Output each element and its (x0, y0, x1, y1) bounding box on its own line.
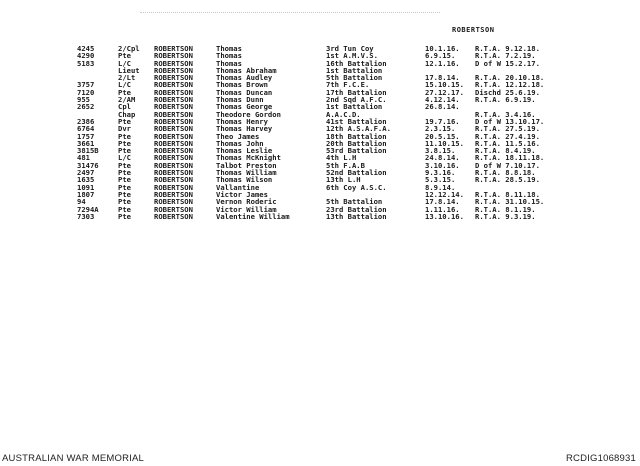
roll-unit: 5th Battalion (326, 197, 383, 207)
roll-service-number: 94 (77, 197, 86, 207)
roll-enlisted-date: 6.9.15. (425, 51, 456, 61)
roll-unit: 12th A.S.A.F.A. (326, 124, 391, 134)
roll-fate: D of W 7.10.17. (475, 160, 540, 170)
roll-surname: ROBERTSON (154, 116, 193, 126)
roll-given-names: Thomas John (216, 138, 264, 148)
roll-enlisted-date: 20.5.15. (425, 131, 460, 141)
roll-unit: 3rd Tun Coy (326, 44, 374, 53)
roll-rank: Pte (118, 211, 131, 221)
roll-service-number: 2497 (77, 168, 95, 178)
roll-unit: 23rd Battalion (326, 204, 387, 214)
roll-enlisted-date: 27.12.17. (425, 87, 464, 97)
roll-service-number: 1757 (77, 131, 95, 141)
roll-unit: 13th L.H (326, 175, 361, 185)
roll-surname: ROBERTSON (154, 182, 193, 192)
roll-rank: Pte (118, 138, 131, 148)
roll-service-number: 6764 (77, 124, 95, 134)
roll-unit: 13th Battalion (326, 211, 387, 221)
roll-given-names: Thomas Brown (216, 80, 268, 90)
roll-surname: ROBERTSON (154, 153, 193, 163)
roll-rank: Pte (118, 197, 131, 207)
roll-fate: D of W 13.10.17. (475, 116, 545, 126)
roll-given-names: Thomas Dunn (216, 95, 264, 105)
roll-given-names: Thomas Leslie (216, 146, 273, 156)
roll-given-names: Thomas (216, 51, 242, 61)
roll-rank: Pte (118, 182, 131, 192)
roll-fate: R.T.A. 8.8.18. (475, 168, 536, 178)
roll-unit: 5th F.A.B (326, 160, 365, 170)
roll-service-number: 2652 (77, 102, 95, 112)
roll-rank: Pte (118, 116, 131, 126)
roll-rank: Pte (118, 87, 131, 97)
roll-fate: R.T.A. 9.12.18. (475, 44, 540, 53)
footer (0, 452, 640, 466)
roll-rank: Dvr (118, 124, 131, 134)
roll-surname: ROBERTSON (154, 168, 193, 178)
roll-unit: 18th Battalion (326, 131, 387, 141)
roll-enlisted-date: 19.7.16. (425, 116, 460, 126)
roll-surname: ROBERTSON (154, 138, 193, 148)
roll-unit: 53rd Battalion (326, 146, 387, 156)
roll-service-number: 955 (77, 95, 90, 105)
roll-enlisted-date: 15.10.15. (425, 80, 464, 90)
roll-given-names: Valentine William (216, 211, 290, 221)
roll-unit: 7th F.C.E. (326, 80, 370, 90)
roll-surname: ROBERTSON (154, 160, 193, 170)
page-surname-heading: ROBERTSON (452, 26, 495, 34)
roll-rank: 2/Lt (118, 73, 136, 83)
roll-enlisted-date: 12.1.16. (425, 58, 460, 68)
roll-rank: L/C (118, 58, 131, 68)
roll-fate: Dischd 25.6.19. (475, 87, 540, 97)
roll-unit: 1st A.M.V.S. (326, 51, 378, 61)
roll-unit: 17th Battalion (326, 87, 387, 97)
roll-service-number: 4290 (77, 51, 95, 61)
roll-surname: ROBERTSON (154, 211, 193, 221)
roll-unit: 52nd Battalion (326, 168, 387, 178)
roll-fate: R.T.A. 6.9.19. (475, 95, 536, 105)
roll-fate: R.T.A. 27.5.19. (475, 124, 540, 134)
roll-enlisted-date: 13.10.16. (425, 211, 464, 221)
roll-surname: ROBERTSON (154, 146, 193, 156)
roll-surname: ROBERTSON (154, 175, 193, 185)
roll-enlisted-date: 1.11.16. (425, 204, 460, 214)
roll-given-names: Thomas Audley (216, 73, 273, 83)
roll-given-names: Thomas William (216, 168, 277, 178)
roll-surname: ROBERTSON (154, 65, 193, 75)
roll-fate: R.T.A. 11.5.16. (475, 138, 540, 148)
roll-surname: ROBERTSON (154, 80, 193, 90)
roll-surname: ROBERTSON (154, 124, 193, 134)
roll-surname: ROBERTSON (154, 131, 193, 141)
roll-surname: ROBERTSON (154, 204, 193, 214)
roll-enlisted-date: 12.12.14. (425, 189, 464, 199)
roll-rank: Chap (118, 109, 136, 119)
roll-given-names: Victor William (216, 204, 277, 214)
footer-institution: AUSTRALIAN WAR MEMORIAL (2, 453, 145, 464)
roll-fate: R.T.A. 27.4.19. (475, 131, 540, 141)
roll-enlisted-date: 3.10.16. (425, 160, 460, 170)
roll-unit: 6th Coy A.S.C. (326, 182, 387, 192)
roll-given-names: Talbot Preston (216, 160, 277, 170)
roll-given-names: Thomas Harvey (216, 124, 273, 134)
roll-given-names: Vernon Roderic (216, 197, 277, 207)
roll-service-number: 4245 (77, 44, 95, 53)
roll-enlisted-date: 11.10.15. (425, 138, 464, 148)
roll-surname: ROBERTSON (154, 51, 193, 61)
roll-surname: ROBERTSON (154, 109, 193, 119)
roll-given-names: Thomas Henry (216, 116, 268, 126)
roll-rank: Pte (118, 168, 131, 178)
roll-unit: 4th L.H (326, 153, 357, 163)
roll-rank: L/C (118, 153, 131, 163)
roll-rank: 2/Cpl (118, 44, 140, 53)
roll-service-number: 2386 (77, 116, 95, 126)
top-rule (140, 12, 440, 13)
roll-enlisted-date: 5.3.15. (425, 175, 456, 185)
roll-fate: R.T.A. 28.5.19. (475, 175, 540, 185)
roll-unit: 16th Battalion (326, 58, 387, 68)
roll-given-names: Theo James (216, 131, 260, 141)
roll-surname: ROBERTSON (154, 58, 193, 68)
roll-rank: L/C (118, 80, 131, 90)
roll-unit: 5th Battalion (326, 73, 383, 83)
roll-service-number: 7294A (77, 204, 99, 214)
nominal-roll-list (70, 45, 590, 220)
footer-record-id: RCDIG1068931 (566, 453, 636, 464)
roll-enlisted-date: 8.9.14. (425, 182, 456, 192)
roll-given-names: Thomas (216, 58, 242, 68)
roll-fate: R.T.A. 9.3.19. (475, 211, 536, 221)
roll-service-number: 7120 (77, 87, 95, 97)
roll-service-number: 481 (77, 153, 90, 163)
roll-given-names: Thomas George (216, 102, 273, 112)
roll-unit: 1st Battalion (326, 65, 383, 75)
roll-enlisted-date: 26.8.14. (425, 102, 460, 112)
roll-enlisted-date: 17.8.14. (425, 197, 460, 207)
roll-surname: ROBERTSON (154, 197, 193, 207)
roll-rank: 2/AM (118, 95, 136, 105)
roll-rank: Pte (118, 189, 131, 199)
roll-surname: ROBERTSON (154, 95, 193, 105)
roll-enlisted-date: 4.12.14. (425, 95, 460, 105)
roll-rank: Pte (118, 51, 131, 61)
roll-given-names: Thomas Duncan (216, 87, 273, 97)
roll-row (70, 213, 590, 220)
roll-enlisted-date: 3.8.15. (425, 146, 456, 156)
roll-unit: 2nd Sqd A.F.C. (326, 95, 387, 105)
roll-unit: 20th Battalion (326, 138, 387, 148)
roll-given-names: Victor James (216, 189, 268, 199)
roll-given-names: Thomas Abraham (216, 65, 277, 75)
roll-rank: Pte (118, 175, 131, 185)
roll-enlisted-date: 2.3.15. (425, 124, 456, 134)
roll-service-number: 7303 (77, 211, 95, 221)
roll-service-number: 3757 (77, 80, 95, 90)
roll-enlisted-date: 9.3.16. (425, 168, 456, 178)
roll-unit: 1st Battalion (326, 102, 383, 112)
roll-rank: Lieut (118, 65, 140, 75)
roll-unit: 41st Battalion (326, 116, 387, 126)
roll-fate: R.T.A. 3.4.16. (475, 109, 536, 119)
roll-rank: Cpl (118, 102, 131, 112)
roll-service-number: 31476 (77, 160, 99, 170)
roll-surname: ROBERTSON (154, 73, 193, 83)
roll-fate: R.T.A. 7.2.19. (475, 51, 536, 61)
roll-surname: ROBERTSON (154, 102, 193, 112)
roll-service-number: 3815B (77, 146, 99, 156)
roll-service-number: 5183 (77, 58, 95, 68)
roll-given-names: Vallantine (216, 182, 260, 192)
roll-fate: D of W 15.2.17. (475, 58, 540, 68)
roll-fate: R.T.A. 31.10.15. (475, 197, 545, 207)
roll-surname: ROBERTSON (154, 189, 193, 199)
roll-surname: ROBERTSON (154, 87, 193, 97)
roll-service-number: 1807 (77, 189, 95, 199)
roll-service-number: 1091 (77, 182, 95, 192)
roll-rank: Pte (118, 131, 131, 141)
roll-given-names: Thomas (216, 44, 242, 53)
roll-enlisted-date: 10.1.16. (425, 44, 460, 53)
roll-given-names: Thomas Wilson (216, 175, 273, 185)
roll-service-number: 1635 (77, 175, 95, 185)
roll-enlisted-date: 17.8.14. (425, 73, 460, 83)
roll-fate: R.T.A. 20.10.18. (475, 73, 545, 83)
roll-given-names: Theodore Gordon (216, 109, 281, 119)
roll-surname: ROBERTSON (154, 44, 193, 53)
roll-rank: Pte (118, 204, 131, 214)
roll-fate: R.T.A. 18.11.18. (475, 153, 545, 163)
roll-fate: R.T.A. 12.12.18. (475, 80, 545, 90)
roll-rank: Pte (118, 160, 131, 170)
roll-given-names: Thomas McKnight (216, 153, 281, 163)
roll-service-number: 3661 (77, 138, 95, 148)
roll-enlisted-date: 24.8.14. (425, 153, 460, 163)
roll-unit: A.A.C.D. (326, 109, 361, 119)
roll-fate: R.T.A. 8.4.19. (475, 146, 536, 156)
roll-fate: R.T.A. 8.1.19. (475, 204, 536, 214)
roll-rank: Pte (118, 146, 131, 156)
roll-fate: R.T.A. 8.11.18. (475, 189, 540, 199)
